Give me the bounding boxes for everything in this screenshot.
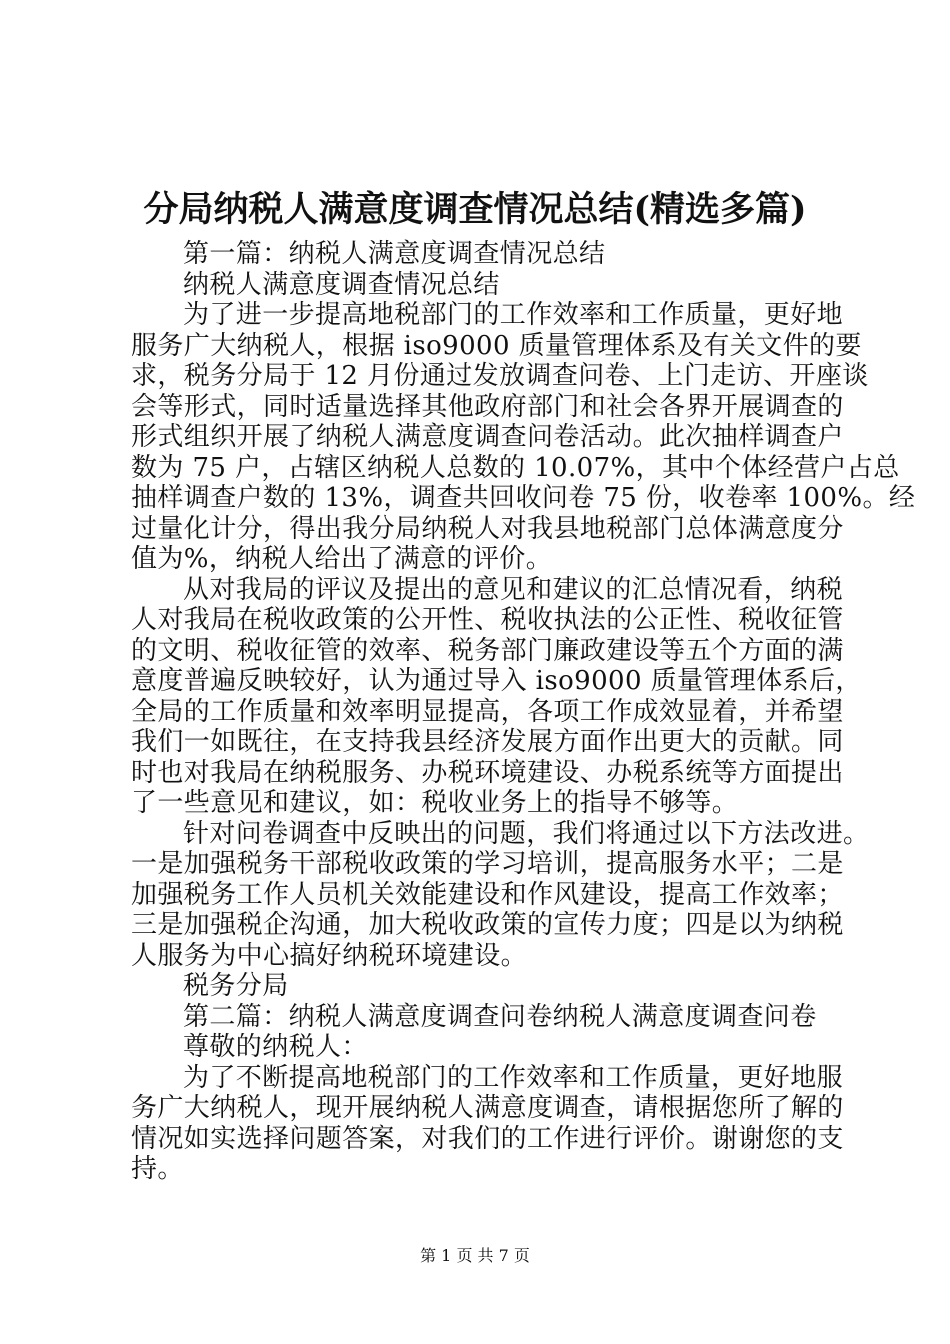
document-title: 分局纳税人满意度调查情况总结(精选多篇): [143, 189, 807, 230]
text-line: 为了不断提高地税部门的工作效率和工作质量，更好地服: [183, 1062, 844, 1093]
text-line: 值为%，纳税人给出了满意的评价。: [131, 544, 553, 574]
text-line: 抽样调查户数的 13%，调查共回收问卷 75 份，收卷率 100%。经: [131, 483, 916, 513]
text-line: 数为 75 户，占辖区纳税人总数的 10.07%，其中个体经营户占总: [131, 452, 900, 483]
text-line: 我们一如既往，在支持我县经济发展方面作出更大的贡献。同: [131, 727, 844, 757]
text-line: 情况如实选择问题答案，对我们的工作进行评价。谢谢您的支: [131, 1123, 844, 1154]
text-line: 服务广大纳税人，根据 iso9000 质量管理体系及有关文件的要: [131, 330, 862, 361]
text-line: 加强税务工作人员机关效能建设和作风建设，提高工作效率；: [131, 879, 844, 910]
text-line: 第二篇：纳税人满意度调查问卷纳税人满意度调查问卷: [183, 1001, 817, 1032]
page-footer: 第 1 页 共 7 页: [420, 1246, 530, 1265]
text-line: 持。: [131, 1154, 184, 1184]
text-line: 形式组织开展了纳税人满意度调查问卷活动。此次抽样调查户: [131, 422, 844, 452]
text-line: 了一些意见和建议，如：税收业务上的指导不够等。: [131, 788, 739, 818]
text-line: 针对问卷调查中反映出的问题，我们将通过以下方法改进。: [183, 818, 870, 849]
text-line: 税务分局: [183, 971, 289, 1001]
text-line: 尊敬的纳税人：: [183, 1032, 368, 1062]
text-line: 为了进一步提高地税部门的工作效率和工作质量，更好地: [183, 300, 844, 330]
text-line: 的文明、税收征管的效率、税务部门廉政建设等五个方面的满: [131, 635, 844, 666]
text-line: 全局的工作质量和效率明显提高，各项工作成效显着，并希望: [131, 696, 844, 727]
text-line: 纳税人满意度调查情况总结: [183, 269, 500, 300]
text-line: 从对我局的评议及提出的意见和建议的汇总情况看，纳税: [183, 574, 844, 605]
text-line: 求，税务分局于 12 月份通过发放调查问卷、上门走访、开座谈: [131, 361, 869, 391]
text-line: 三是加强税企沟通，加大税收政策的宣传力度；四是以为纳税: [131, 910, 844, 940]
text-line: 人对我局在税收政策的公开性、税收执法的公正性、税收征管: [131, 605, 844, 635]
text-line: 第一篇：纳税人满意度调查情况总结: [183, 239, 606, 269]
text-line: 时也对我局在纳税服务、办税环境建设、办税系统等方面提出: [131, 757, 844, 788]
text-line: 过量化计分，得出我分局纳税人对我县地税部门总体满意度分: [131, 513, 844, 544]
document-body: [131, 239, 916, 1185]
text-line: 务广大纳税人，现开展纳税人满意度调查，请根据您所了解的: [131, 1093, 844, 1123]
text-line: 人服务为中心搞好纳税环境建设。: [131, 940, 528, 971]
text-line: 一是加强税务干部税收政策的学习培训，提高服务水平；二是: [131, 849, 844, 879]
text-line: 意度普遍反映较好，认为通过导入 iso9000 质量管理体系后，: [131, 666, 862, 696]
text-line: 会等形式，同时适量选择其他政府部门和社会各界开展调查的: [131, 391, 844, 422]
